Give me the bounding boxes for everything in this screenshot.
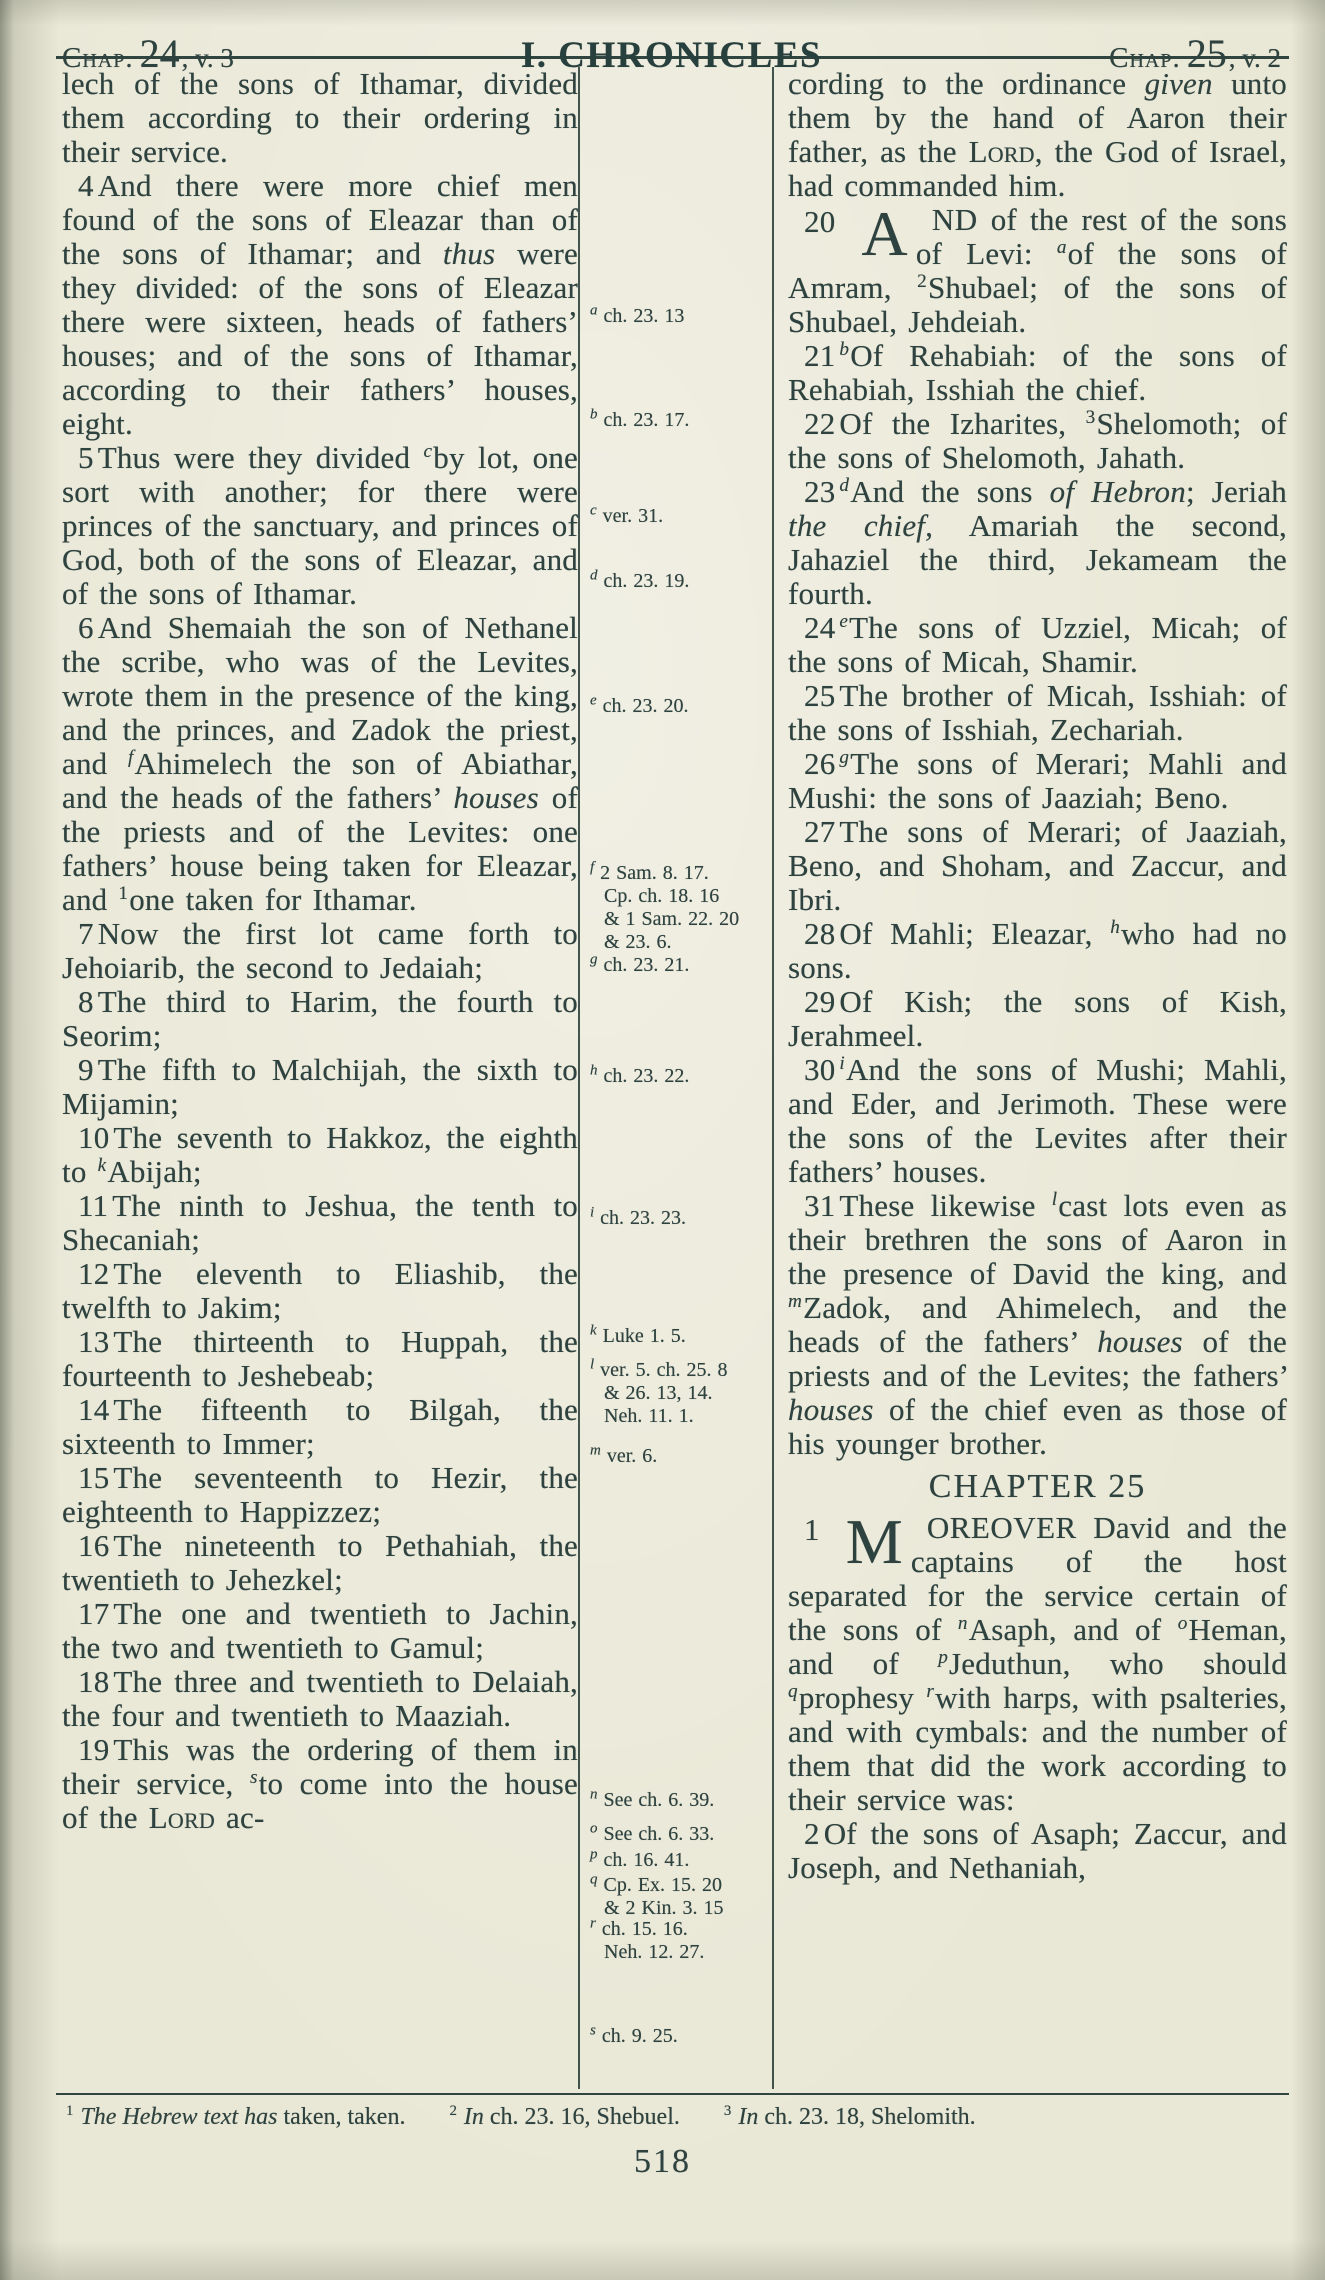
- reference-line: & 23. 6.: [604, 931, 672, 953]
- cross-reference-marker: k: [97, 1154, 107, 1176]
- italic-text: given: [1144, 67, 1213, 101]
- verse-paragraph: 1 M OREOVER David and the captains of the host separated for the service certain of the sons of $^n$Asaph, and of $^o$Heman, and of $^p$Jeduthun, who should $^q$prophesy $^r$with harps, with psalteries, and with cymbals: and the number of them that did the work according to their service was:: [788, 1506, 1287, 1817]
- cross-reference: $^l$ ver. 5. ch. 25. 8 & 26. 13, 14. Neh. 11. 1.: [590, 1359, 768, 1428]
- page-number: 518: [634, 2143, 691, 2180]
- chapter-number: 24: [139, 31, 180, 76]
- verse-number: 9: [78, 1052, 94, 1087]
- verse-paragraph: 31 These likewise $^l$cast lots even as their brethren the sons of Aaron in the presence of David the king, and $^m$Zadok, and Ahimelech, and the heads of the fathers’ houses of the priests and of the Levites; the fathers’ houses of the chief even as those of his younger brother.: [788, 1188, 1287, 1461]
- verse-number: 22: [804, 406, 836, 441]
- reference-letter: m: [590, 1442, 601, 1459]
- verse-number: 19: [78, 1732, 110, 1767]
- cross-reference: $^m$ ver. 6.: [590, 1442, 658, 1467]
- footnote-marker: 1: [118, 882, 129, 904]
- cross-reference-marker: a: [1056, 236, 1067, 258]
- cross-reference: $^a$ ch. 23. 13: [590, 302, 685, 327]
- cross-reference: $^o$ See ch. 6. 33.: [590, 1820, 715, 1845]
- cross-reference: $^n$ See ch. 6. 39.: [590, 1786, 715, 1811]
- reference-letter: b: [590, 406, 598, 423]
- cross-reference-marker: n: [957, 1612, 968, 1634]
- verse-paragraph: 15 The seventeenth to Hezir, the eighteenth to Happizzez;: [62, 1460, 578, 1529]
- cross-reference-marker: o: [1177, 1612, 1188, 1634]
- verse-number: 16: [78, 1528, 110, 1563]
- cross-reference: $^k$ Luke 1. 5.: [590, 1322, 686, 1347]
- reference-letter: d: [590, 567, 598, 584]
- reference-letter: p: [590, 1846, 598, 1863]
- chap-abbrev: Chap.: [62, 42, 134, 74]
- verse-paragraph: 5 Thus were they divided $^c$by lot, one sort with another; for there were princes of the sanctuary, and princes of God, both of the sons of Eleazar, and of the sons of Ithamar.: [62, 440, 578, 611]
- italic-text: The Hebrew text has: [74, 2104, 278, 2130]
- verse-number: 30: [804, 1052, 836, 1087]
- reference-line: Neh. 12. 27.: [604, 1941, 705, 1963]
- verse-number: 25: [804, 678, 836, 713]
- verse-number: 18: [78, 1664, 110, 1699]
- cross-reference: $^p$ ch. 16. 41.: [590, 1846, 690, 1871]
- verse-number: 4: [78, 168, 94, 203]
- drop-cap: A: [861, 198, 908, 269]
- verse-paragraph: 21 $^b$Of Rehabiah: of the sons of Rehabiah, Isshiah the chief.: [788, 338, 1287, 407]
- footnote: $^2$ In ch. 23. 16, Shebuel.: [449, 2103, 680, 2130]
- cross-reference-marker: f: [127, 746, 134, 768]
- italic-text: In: [457, 2104, 484, 2130]
- cross-reference-marker: r: [926, 1680, 935, 1702]
- verse-ref: , v. 2: [1228, 43, 1281, 73]
- reference-letter: h: [590, 1062, 598, 1079]
- verse-number: 28: [804, 916, 836, 951]
- book-title: I. CHRONICLES: [520, 35, 823, 76]
- verse-number: 27: [804, 814, 836, 849]
- verse-paragraph: 23 $^d$And the sons of Hebron; Jeriah the chief, Amariah the second, Jahaziel the third, Jekameam the fourth.: [788, 474, 1287, 611]
- cross-reference-marker: h: [1110, 916, 1121, 938]
- cross-reference: $^f$ 2 Sam. 8. 17. Cp. ch. 18. 16 & 1 Sam. 22. 20 & 23. 6.: [590, 862, 768, 954]
- cross-reference: $^e$ ch. 23. 20.: [590, 692, 689, 717]
- continuation-paragraph: lech of the sons of Ithamar, divided them according to their ordering in their service.: [62, 67, 578, 169]
- verse-paragraph: 2 Of the sons of Asaph; Zaccur, and Joseph, and Nethaniah,: [788, 1816, 1287, 1885]
- cross-reference-marker: d: [839, 474, 850, 496]
- verse-paragraph: 29 Of Kish; the sons of Kish, Jerahmeel.: [788, 984, 1287, 1053]
- right-text-column: [774, 67, 1287, 2089]
- cross-reference: $^h$ ch. 23. 22.: [590, 1062, 690, 1087]
- verse-paragraph: 27 The sons of Merari; of Jaaziah, Beno, and Shoham, and Zaccur, and Ibri.: [788, 814, 1287, 917]
- verse-paragraph: 26 $^g$The sons of Merari; Mahli and Mushi: the sons of Jaaziah; Beno.: [788, 746, 1287, 815]
- verse-number: 31: [804, 1188, 836, 1223]
- italic-text: thus: [442, 236, 496, 271]
- dropcap-word-rest: OREOVER: [926, 1510, 1077, 1545]
- verse-paragraph: 7 Now the first lot came forth to Jehoiarib, the second to Jedaiah;: [62, 916, 578, 985]
- cross-reference-marker: s: [249, 1766, 258, 1788]
- cross-reference-marker: b: [839, 338, 850, 360]
- cross-reference: $^i$ ch. 23. 23.: [590, 1204, 687, 1229]
- verse-paragraph: 17 The one and twentieth to Jachin, the two and twentieth to Gamul;: [62, 1596, 578, 1665]
- page-header: [0, 0, 1325, 76]
- italic-text: of Hebron: [1049, 474, 1186, 509]
- footnote-marker: 2: [449, 2103, 457, 2119]
- verse-paragraph: 10 The seventh to Hakkoz, the eighth to $^k$Abijah;: [62, 1120, 578, 1189]
- verse-number: 1: [804, 1512, 820, 1547]
- verse-paragraph: 16 The nineteenth to Pethahiah, the twentieth to Jehezkel;: [62, 1528, 578, 1597]
- footnotes: [0, 2095, 1325, 2131]
- reference-letter: s: [590, 2022, 596, 2039]
- verse-paragraph: 25 The brother of Micah, Isshiah: of the sons of Isshiah, Zechariah.: [788, 678, 1287, 747]
- verse-number: 12: [78, 1256, 110, 1291]
- small-caps-lord: Lord: [148, 1800, 215, 1835]
- italic-text: the chief,: [788, 508, 934, 543]
- cross-reference-marker: p: [938, 1646, 949, 1668]
- footnote-marker: 1: [66, 2103, 74, 2119]
- verse-paragraph: 22 Of the Izharites, $^3$Shelomoth; of the sons of Shelomoth, Jahath.: [788, 406, 1287, 475]
- verse-paragraph: 18 The three and twentieth to Delaiah, the four and twentieth to Maaziah.: [62, 1664, 578, 1733]
- verse-paragraph: 8 The third to Harim, the fourth to Seorim;: [62, 984, 578, 1053]
- verse-paragraph: 6 And Shemaiah the son of Nethanel the scribe, who was of the Levites, wrote them in the presence of the king, and the princes, and Zadok the priest, and $^f$Ahimelech the son of Abiathar, and the heads of the fathers’ houses of the priests and of the Levites: one fathers’ house being taken for Eleazar, and $^1$one taken for Ithamar.: [62, 610, 579, 917]
- reference-line: & 1 Sam. 22. 20: [604, 908, 740, 930]
- reference-letter: g: [590, 951, 598, 968]
- cross-reference: $^s$ ch. 9. 25.: [590, 2022, 678, 2047]
- drop-cap: M: [845, 1506, 903, 1577]
- verse-number: 14: [78, 1392, 110, 1427]
- footnote: $^1$ The Hebrew text has taken, taken.: [66, 2103, 406, 2130]
- footnote: $^3$ In ch. 23. 18, Shelomith.: [723, 2103, 976, 2130]
- verse-number: 7: [78, 916, 94, 951]
- reference-letter: k: [590, 1322, 597, 1339]
- verse-number: 29: [804, 984, 836, 1019]
- verse-number: 24: [804, 610, 836, 645]
- verse-number: 23: [804, 474, 836, 509]
- footnote-marker: 2: [917, 270, 927, 292]
- reference-letter: i: [590, 1204, 595, 1221]
- cross-reference-marker: l: [1051, 1188, 1058, 1210]
- verse-number: 21: [804, 338, 836, 373]
- verse-number: 15: [78, 1460, 110, 1495]
- verse-paragraph: 14 The fifteenth to Bilgah, the sixteenth to Immer;: [62, 1392, 578, 1461]
- italic-text: houses: [788, 1392, 874, 1427]
- verse-paragraph: 28 Of Mahli; Eleazar, $^h$who had no sons.: [788, 916, 1287, 985]
- italic-text: In: [732, 2104, 759, 2130]
- reference-letter: e: [590, 692, 597, 709]
- verse-paragraph: 19 This was the ordering of them in their service, $^s$to come into the house of the Lord ac-: [62, 1732, 578, 1835]
- verse-paragraph: 12 The eleventh to Eliashib, the twelfth to Jakim;: [62, 1256, 578, 1325]
- reference-letter: c: [590, 502, 597, 519]
- verse-paragraph: 4 And there were more chief men found of the sons of Eleazar than of the sons of Ithamar; and thus were they divided: of the sons of Eleazar there were sixteen, heads of fathers’ houses; and of the sons of Ithamar, according to their fathers’ houses, eight.: [62, 168, 578, 441]
- reference-letter: o: [590, 1820, 598, 1837]
- verse-number: 17: [78, 1596, 110, 1631]
- verse-number: 10: [78, 1120, 110, 1155]
- reference-line: Cp. ch. 18. 16: [604, 885, 720, 907]
- dropcap-word-rest: ND: [931, 202, 978, 237]
- verse-number: 11: [78, 1188, 109, 1223]
- verse-number: 8: [78, 984, 94, 1019]
- verse-paragraph: 13 The thirteenth to Huppah, the fourteenth to Jeshebeab;: [62, 1324, 578, 1393]
- verse-paragraph: 30 $^i$And the sons of Mushi; Mahli, and Eder, and Jerimoth. These were the sons of the Levites after their fathers’ houses.: [788, 1052, 1287, 1189]
- dropcap-group: [788, 1506, 903, 1577]
- reference-letter: f: [590, 859, 595, 876]
- reference-line: Neh. 11. 1.: [604, 1405, 694, 1427]
- reference-letter: n: [590, 1786, 598, 1803]
- verse-paragraph: 9 The fifth to Malchijah, the sixth to Mijamin;: [62, 1052, 578, 1121]
- reference-line: & 26. 13, 14.: [604, 1382, 713, 1404]
- reference-line: & 2 Kin. 3. 15: [604, 1897, 724, 1919]
- verse-ref: , v. 3: [181, 43, 234, 73]
- small-caps-lord: Lord: [968, 134, 1035, 169]
- verse-number: 6: [78, 610, 94, 645]
- cross-reference: $^b$ ch. 23. 17.: [590, 406, 690, 431]
- cross-reference-column: [578, 67, 774, 2089]
- italic-text: houses: [1097, 1324, 1183, 1359]
- verse-number: 20: [804, 204, 836, 239]
- verse-number: 13: [78, 1324, 110, 1359]
- verse-number: 5: [78, 440, 94, 475]
- chapter-number: 25: [1186, 31, 1227, 76]
- cross-reference: $^d$ ch. 23. 19.: [590, 567, 690, 592]
- cross-reference-marker: q: [788, 1680, 798, 1702]
- cross-reference-marker: m: [788, 1290, 803, 1312]
- verse-number: 26: [804, 746, 836, 781]
- reference-letter: q: [590, 1871, 598, 1888]
- dropcap-group: [788, 198, 908, 269]
- cross-reference: $^g$ ch. 23. 21.: [590, 951, 690, 976]
- cross-reference-marker: e: [839, 610, 849, 632]
- cross-reference: $^r$ ch. 15. 16. Neh. 12. 27.: [590, 1918, 768, 1964]
- chap-abbrev: Chap.: [1109, 42, 1181, 74]
- verse-paragraph: 11 The ninth to Jeshua, the tenth to Shecaniah;: [62, 1188, 578, 1257]
- verse-paragraph: 20 A ND of the rest of the sons of Levi: $^a$of the sons of Amram, $^2$Shubael; of the sons of Shubael, Jehdeiah.: [788, 198, 1287, 339]
- cross-reference: $^q$ Cp. Ex. 15. 20 & 2 Kin. 3. 15: [590, 1874, 768, 1920]
- italic-text: houses: [453, 780, 539, 815]
- verse-number: 2: [804, 1816, 820, 1851]
- cross-reference-marker: g: [839, 746, 850, 768]
- reference-letter: l: [590, 1356, 595, 1373]
- footnote-marker: 3: [1085, 406, 1096, 428]
- footnote-marker: 3: [723, 2103, 732, 2119]
- left-text-column: [62, 67, 578, 2089]
- chapter-heading: CHAPTER 25: [928, 1468, 1147, 1505]
- text-columns: [62, 67, 1287, 2089]
- cross-reference: $^c$ ver. 31.: [590, 502, 664, 527]
- verse-paragraph: 24 $^e$The sons of Uzziel, Micah; of the sons of Micah, Shamir.: [788, 610, 1287, 679]
- cross-reference-marker: c: [423, 440, 433, 462]
- reference-letter: a: [590, 302, 598, 319]
- continuation-paragraph: cording to the ordinance given unto them by the hand of Aaron their father, as the Lord, the God of Israel, had commanded him.: [788, 67, 1287, 203]
- cross-reference-marker: i: [839, 1052, 845, 1074]
- reference-letter: r: [590, 1915, 596, 1932]
